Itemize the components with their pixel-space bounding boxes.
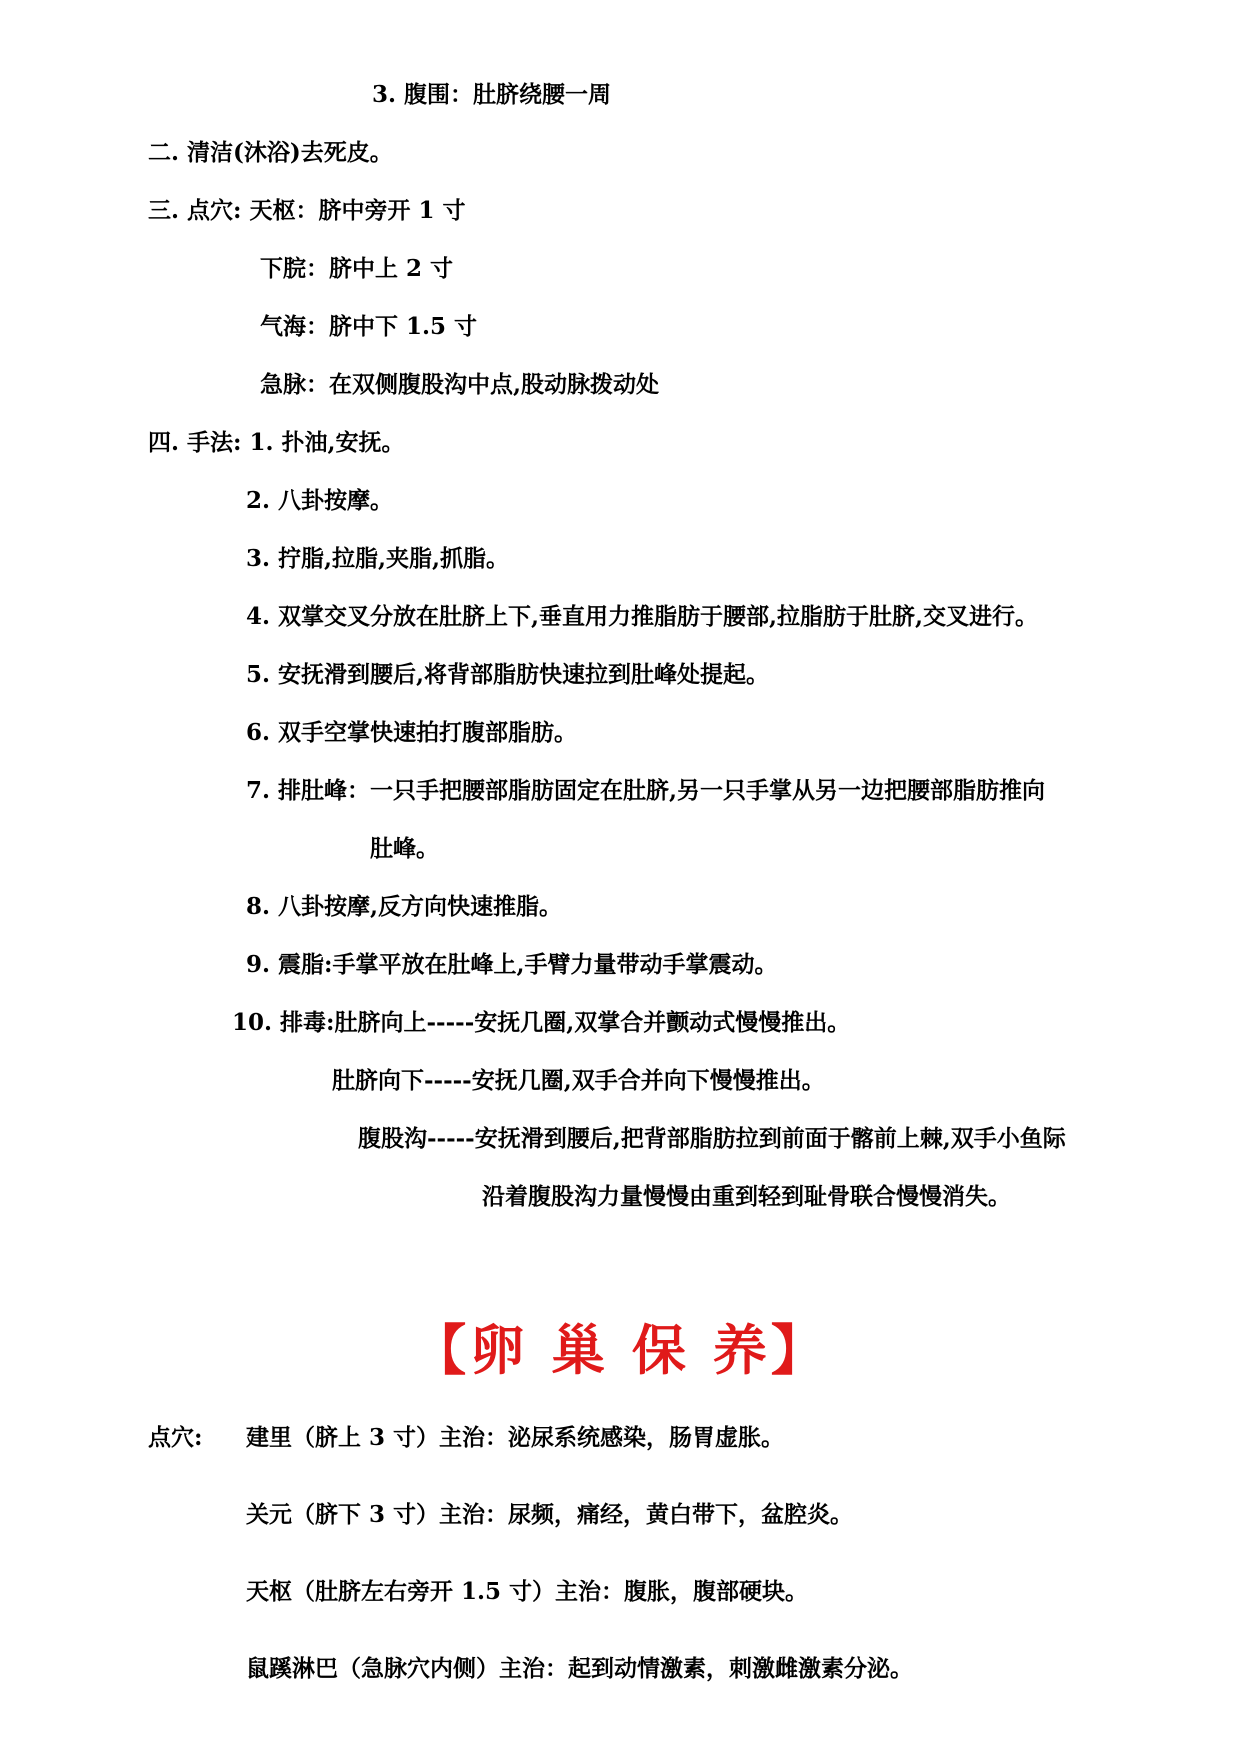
ovary-acupoints-label: 点穴: bbox=[148, 1424, 203, 1451]
ovary-acupoint-item: 鼠蹊淋巴（急脉穴内侧）主治：起到动情激素，刺激雌激素分泌。 bbox=[246, 1655, 913, 1682]
ovary-acupoint-item: 建里（脐上 3 寸）主治：泌尿系统感染，肠胃虚胀。 bbox=[246, 1424, 785, 1451]
ovary-acupoint-item: 天枢（肚脐左右旁开 1.5 寸）主治：腹胀，腹部硬块。 bbox=[246, 1578, 809, 1605]
section-title-ovary-care: 【卵 巢 保 养】 bbox=[412, 1318, 829, 1382]
technique-item: 10. 排毒:肚脐向上-----安抚几圈,双掌合并颤动式慢慢推出。 bbox=[232, 1009, 851, 1036]
technique-item: 2. 八卦按摩。 bbox=[246, 487, 394, 514]
technique-item: 3. 拧脂,拉脂,夹脂,抓脂。 bbox=[246, 545, 510, 572]
technique-item: 9. 震脂:手掌平放在肚峰上,手臂力量带动手掌震动。 bbox=[246, 951, 778, 978]
step-technique-lead: 四. 手法: 1. 扑油,安抚。 bbox=[148, 429, 405, 456]
technique-subitem: 肚脐向下-----安抚几圈,双手合并向下慢慢推出。 bbox=[332, 1067, 825, 1094]
technique-item: 5. 安抚滑到腰后,将背部脂肪快速拉到肚峰处提起。 bbox=[246, 661, 770, 688]
step-cleansing: 二. 清洁(沐浴)去死皮。 bbox=[148, 139, 393, 166]
acupoint-item: 下脘：脐中上 2 寸 bbox=[260, 255, 454, 282]
technique-subitem-continuation: 沿着腹股沟力量慢慢由重到轻到耻骨联合慢慢消失。 bbox=[482, 1183, 1011, 1210]
technique-subitem: 腹股沟-----安抚滑到腰后,把背部脂肪拉到前面于髂前上棘,双手小鱼际 bbox=[358, 1125, 1066, 1152]
step-acupoints-lead: 三. 点穴: 天枢：脐中旁开 1 寸 bbox=[148, 197, 466, 224]
technique-item: 7. 排肚峰：一只手把腰部脂肪固定在肚脐,另一只手掌从另一边把腰部脂肪推向 bbox=[246, 777, 1046, 804]
waist-measure-item: 3. 腹围：肚脐绕腰一周 bbox=[372, 81, 612, 108]
technique-item: 8. 八卦按摩,反方向快速推脂。 bbox=[246, 893, 563, 920]
technique-item: 4. 双掌交叉分放在肚脐上下,垂直用力推脂肪于腰部,拉脂肪于肚脐,交叉进行。 bbox=[246, 603, 1039, 630]
technique-item-continuation: 肚峰。 bbox=[370, 835, 439, 862]
technique-item: 6. 双手空掌快速拍打腹部脂肪。 bbox=[246, 719, 578, 746]
ovary-acupoint-item: 关元（脐下 3 寸）主治：尿频，痛经，黄白带下，盆腔炎。 bbox=[246, 1501, 854, 1528]
acupoint-item: 急脉：在双侧腹股沟中点,股动脉拨动处 bbox=[260, 371, 660, 398]
acupoint-item: 气海：脐中下 1.5 寸 bbox=[260, 313, 478, 340]
